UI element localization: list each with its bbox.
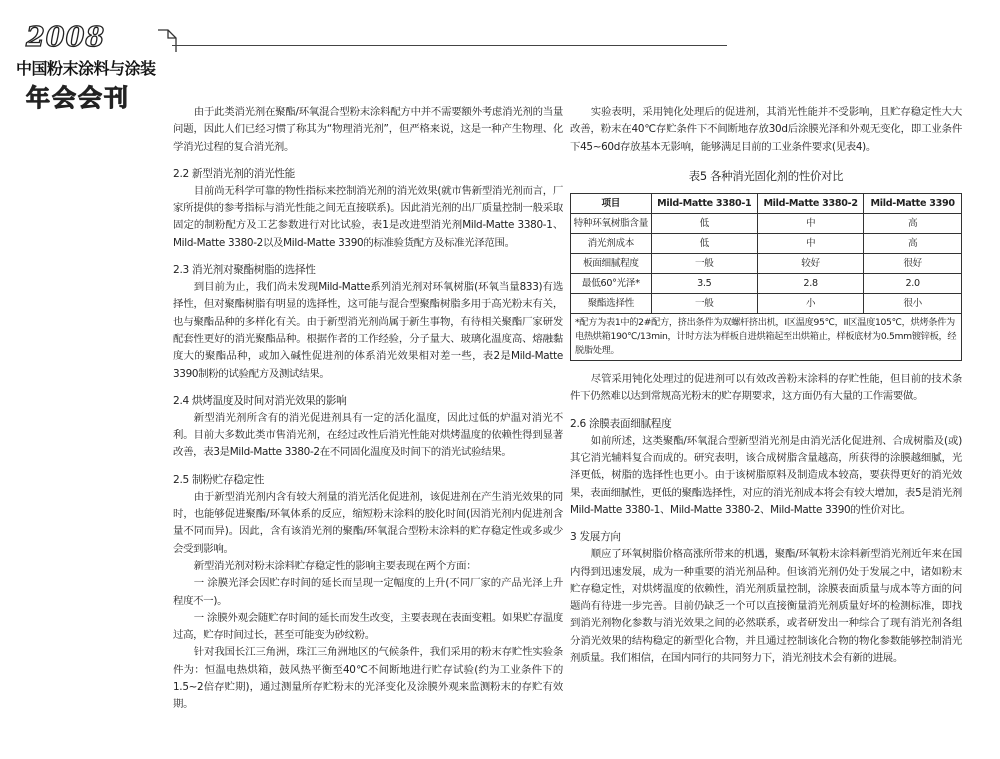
table-note-row — [571, 314, 962, 361]
section-2-6-heading: 2.6 涂膜表面细腻程度 — [570, 417, 672, 430]
table-cell: 特种环氧树脂含量 — [571, 214, 652, 234]
table-row — [571, 214, 962, 234]
section-2-5-paragraph-2: 新型消光剂对粉末涂料贮存稳定性的影响主要表现在两个方面： — [193, 559, 477, 572]
table-note: *配方为表1中的2#配方，挤出条件为双螺杆挤出机，I区温度95℃，II区温度105℃，烘烤条件为电热烘箱190℃/13min，计时方法为样板自进烘箱起至出烘箱止，样板底材为0.5mm镀锌板，经脱脂处理。 — [571, 314, 962, 361]
table-cell: 低 — [651, 214, 757, 234]
section-2-4-heading: 2.4 烘烤温度及时间对消光效果的影响 — [173, 394, 347, 407]
table-header-cell: Mild-Matte 3380-1 — [651, 194, 757, 214]
badge-title-line1: 中国粉末涂料与涂装 — [16, 61, 156, 78]
table-cell: 中 — [757, 214, 863, 234]
table-cell: 最低60°光泽* — [571, 274, 652, 294]
table-cell: 板面细腻程度 — [571, 254, 652, 274]
table-5-caption: 表5 各种消光固化剂的性价对比 — [688, 168, 844, 183]
table-cell: 低 — [651, 234, 757, 254]
right-column — [570, 104, 962, 667]
section-2-3-paragraph: 到目前为止，我们尚未发现Mild-Matte系列消光剂对环氧树脂(环氧当量833)有选择性，但对聚酯树脂有明显的选择性，这可能与混合型聚酯树脂多用于高光粉末有关，也与聚酯品种的多样化有关。由于新型消光剂尚属于新生事物，有待相关聚酯厂家研发配套性更好的消光聚酯品种。根据作者的工作经验，分子量大、玻璃化温度高、熔融黏度大的聚酯品种，或加入碱性促进剂的体系消光效果相对差一些，表2是Mild-Matte 3390制粉的试验配方及测试结果。 — [173, 281, 563, 380]
section-2-6-paragraph: 如前所述，这类聚酯/环氧混合型新型消光剂是由消光活化促进剂、合成树脂及(或)其它消光辅料复合而成的。研究表明，该合成树脂含量越高，所获得的涂膜越细腻，光泽更低，树脂的选择性也更小。由于该树脂原料及制造成本较高，要获得更好的消光效果，表面细腻性，更低的聚酯选择性，对应的消光剂成本将会有较大增加，表5是消光剂Mild-Matte 3380-1、Mild-Matte 3380-2、Mild-Matte 3390的性价对比。 — [570, 434, 962, 516]
section-2-2-paragraph: 目前尚无科学可靠的物性指标来控制消光剂的消光效果(就市售新型消光剂而言，厂家所提供的参考指标与消光性能之间无直接联系)。因此消光剂的出厂质量控制一般采取固定的制粉配方及工艺参数进行对比试验，表1是改进型消光剂Mild-Matte 3380-1、Mild-Matte 3380-2以及Mild-Matte 3390的标准验货配方及标准光泽范围。 — [173, 184, 563, 249]
table-cell: 2.0 — [864, 274, 962, 294]
table-cell: 很小 — [864, 294, 962, 314]
badge-year: 2008 — [26, 22, 106, 53]
page-fold-icon — [156, 28, 178, 54]
table-row — [571, 274, 962, 294]
experiment-paragraph: 实验表明，采用钝化处理后的促进剂，其消光性能并不受影响，且贮存稳定性大大改善，粉末在40℃存贮条件下不间断地存放30d后涂膜光泽和外观无变化，即工业条件下45~60d存放基本无影响，能够满足目前的工业条件要求(见表4)。 — [570, 106, 962, 153]
conference-badge — [16, 18, 166, 118]
table-cell: 一般 — [651, 294, 757, 314]
table-cell: 聚酯选择性 — [571, 294, 652, 314]
table-cell: 消光剂成本 — [571, 234, 652, 254]
left-column — [173, 104, 563, 714]
table-cell: 2.8 — [757, 274, 863, 294]
table-row — [571, 254, 962, 274]
table-row — [571, 294, 962, 314]
section-2-5-paragraph-3: 一 涂膜光泽会因贮存时间的延长而呈现一定幅度的上升(不同厂家的产品光泽上升程度不一)。 — [173, 577, 563, 607]
table-row — [571, 234, 962, 254]
table-cell: 高 — [864, 214, 962, 234]
after-table-paragraph: 尽管采用钝化处理过的促进剂可以有效改善粉末涂料的存贮性能，但目前的技术条件下仍然难以达到常规高光粉末的贮存期要求，这方面仍有大量的工作需要做。 — [570, 373, 962, 403]
section-3-heading: 3 发展方向 — [570, 531, 621, 544]
section-2-3-heading: 2.3 消光剂对聚酯树脂的选择性 — [173, 264, 316, 277]
section-2-5-paragraph-1: 由于新型消光剂内含有较大剂量的消光活化促进剂，该促进剂在产生消光效果的同时，也能够促进聚酯/环氧体系的反应，缩短粉末涂料的胶化时间(因消光剂内促进剂含量不同而异)。因此，含有该消光剂的聚酯/环氧混合型粉末涂料的贮存稳定性或多或少会受到影响。 — [173, 490, 563, 555]
section-2-5-paragraph-5: 针对我国长江三角洲，珠江三角洲地区的气候条件，我们采用的粉末存贮性实验条件为：恒温电热烘箱，鼓风热平衡至40℃不间断地进行贮存试验(约为工业条件下的1.5~2倍存贮期)，通过测量所存贮粉末的光泽变化及涂膜外观来监测粉末的存贮有效期。 — [173, 646, 563, 711]
section-3-paragraph: 顺应了环氧树脂价格高涨所带来的机遇，聚酯/环氧粉末涂料新型消光剂近年来在国内得到迅速发展，成为一种重要的消光剂品种。但该消光剂仍处于发展之中，诸如粉末贮存稳定性，对烘烤温度的依赖性，消光剂质量控制，涂膜表面质量与成本等方面的问题尚有待进一步完善。目前仍缺乏一个可以直接衡量消光剂质量好坏的检测标准，即找到消光剂物化参数与消光效果之间的必然联系，或者研发出一种综合了现有消光剂各组分消光效果的结构稳定的新型化合物，并且通过控制该化合物的物化参数能够控制消光剂质量。我们相信，在国内同行的共同努力下，消光剂技术会有新的进展。 — [570, 548, 962, 665]
badge-title-line2: 年会会刊 — [26, 85, 130, 112]
table-header-cell: 项目 — [571, 194, 652, 214]
intro-paragraph: 由于此类消光剂在聚酯/环氧混合型粉末涂料配方中并不需要额外考虑消光剂的当量问题，因此人们已经习惯了称其为“物理消光剂”，但严格来说，这是一种产生物理、化学消光过程的复合消光剂。 — [173, 106, 563, 153]
table-cell: 高 — [864, 234, 962, 254]
table-header-cell: Mild-Matte 3380-2 — [757, 194, 863, 214]
section-2-5-paragraph-4: 一 涂膜外观会随贮存时间的延长而发生改变，主要表现在表面变粗。如果贮存温度过高，贮存时间过长，甚至可能变为砂纹粉。 — [173, 611, 563, 642]
section-2-4-paragraph: 新型消光剂所含有的消光促进剂具有一定的活化温度，因此过低的炉温对消光不利。目前大多数此类市售消光剂，在经过改性后消光性能对烘烤温度的依赖性得到显著改善，表3是Mild-Matte 3380-2在不同固化温度及时间下的消光试验结果。 — [173, 411, 563, 459]
section-2-2-heading: 2.2 新型消光剂的消光性能 — [173, 167, 295, 180]
header-rule — [172, 45, 727, 46]
table-cell: 较好 — [757, 254, 863, 274]
table-5 — [570, 193, 962, 361]
table-cell: 一般 — [651, 254, 757, 274]
table-cell: 中 — [757, 234, 863, 254]
section-2-5-heading: 2.5 制粉贮存稳定性 — [173, 473, 265, 486]
table-header-row — [571, 194, 962, 214]
table-cell: 小 — [757, 294, 863, 314]
table-header-cell: Mild-Matte 3390 — [864, 194, 962, 214]
table-cell: 3.5 — [651, 274, 757, 294]
table-cell: 很好 — [864, 254, 962, 274]
